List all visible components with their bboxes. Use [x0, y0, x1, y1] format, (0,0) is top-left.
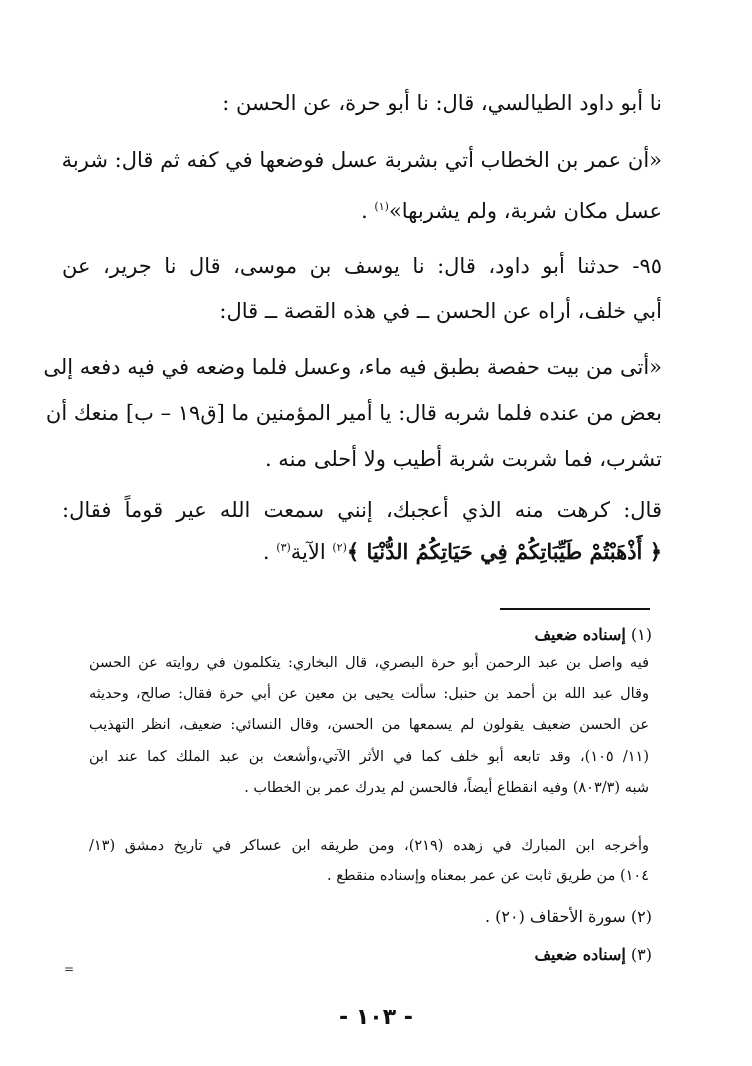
text-line-3-end: .: [361, 199, 375, 223]
text-line-7: بعض من عنده فلما شربه قال: يا أمير المؤمنين ما [ق١٩ – ب] منعك أن: [45, 401, 662, 425]
page-number: - ١٠٣ -: [339, 1005, 413, 1030]
quran-verse-line: [62, 537, 662, 567]
text-line-2: «أن عمر بن الخطاب أتي بشربة عسل فوضعها في كفه ثم قال: شربة: [61, 148, 662, 172]
footnote-1-line-1: فيه واصل بن عبد الرحمن أبو حرة البصري، قال البخاري: يتكلمون في روايته عن الحسن: [89, 655, 649, 671]
footnote-1-line-7: ١٠٤) من طريق ثابت عن عمر بمعناه وإسناده منقطع .: [327, 868, 649, 884]
footnote-3-title: إسناده ضعيف: [534, 945, 626, 964]
footnote-2-text: سورة الأحقاف (٢٠) .: [484, 907, 626, 926]
footnote-1-line-3: عن الحسن ضعيف يقولون لم يسمعها من الحسن، وقال النسائي: ضعيف، انظر التهذيب: [89, 717, 649, 733]
footnote-1-line-2: وقال عبد الله بن أحمد بن حنبل: سألت يحيى بن معين عن أبي حرة فقال: صالح، وحديثه: [89, 686, 649, 702]
footnote-3: [92, 942, 652, 968]
text-line-3-body: عسل مكان شربة، ولم يشربها»: [388, 199, 662, 223]
quran-verse: ﴿ أَذْهَبْتُمْ طَيِّبَاتِكُمْ فِي حَيَاتِكُمُ الدُّنْيَا ﴾: [346, 539, 662, 564]
footnote-1-number: (١): [630, 625, 652, 644]
footnote-2-number: (٢): [630, 907, 652, 926]
footnote-1-title: إسناده ضعيف: [534, 625, 626, 644]
hadith-95-line-1: ٩٥- حدثنا أبو داود، قال: نا يوسف بن موسى، قال نا جرير، عن: [62, 254, 662, 278]
verse-line-end: .: [262, 540, 277, 564]
text-line-1: نا أبو داود الطيالسي، قال: نا أبو حرة، عن الحسن :: [222, 91, 662, 115]
footnote-1-line-6: وأخرجه ابن المبارك في زهده (٢١٩)، ومن طريقه ابن عساكر في تاريخ دمشق (١٣/: [89, 838, 649, 854]
footnote-separator: [500, 608, 650, 610]
margin-mark: =: [64, 962, 75, 976]
footnote-1-line-5: شبه (٨٠٣/٣) وفيه انقطاع أيضاً، فالحسن لم يدرك عمر بن الخطاب .: [244, 780, 649, 796]
hadith-95-line-2: أبي خلف، أراه عن الحسن ــ في هذه القصة ــ قال:: [219, 299, 662, 323]
footnote-3-number: (٣): [630, 945, 652, 964]
footnote-ref-3: (٣): [276, 541, 291, 554]
text-line-8: تشرب، فما شربت شربة أطيب ولا أحلى منه .: [264, 447, 662, 471]
footnote-ref-2: (٢): [332, 541, 347, 554]
footnote-1-line-4: (١١/ ١٠٥)، وقد تابعه أبو خلف كما في الأثر الآتي،وأشعث بن عبد الملك كما عند ابن: [89, 749, 650, 765]
text-line-9: قال: كرهت منه الذي أعجبك، إنني سمعت الله عير قوماً فقال:: [62, 498, 662, 522]
footnote-2: [92, 904, 652, 930]
text-line-3: [62, 196, 662, 226]
aya-label: الآية: [290, 540, 333, 564]
footnote-1-heading: [92, 622, 652, 648]
footnote-ref-1: (١): [374, 200, 389, 213]
text-line-6: «أتى من بيت حفصة بطبق فيه ماء، وعسل فلما وضعه في فيه دفعه إلى: [43, 355, 662, 379]
